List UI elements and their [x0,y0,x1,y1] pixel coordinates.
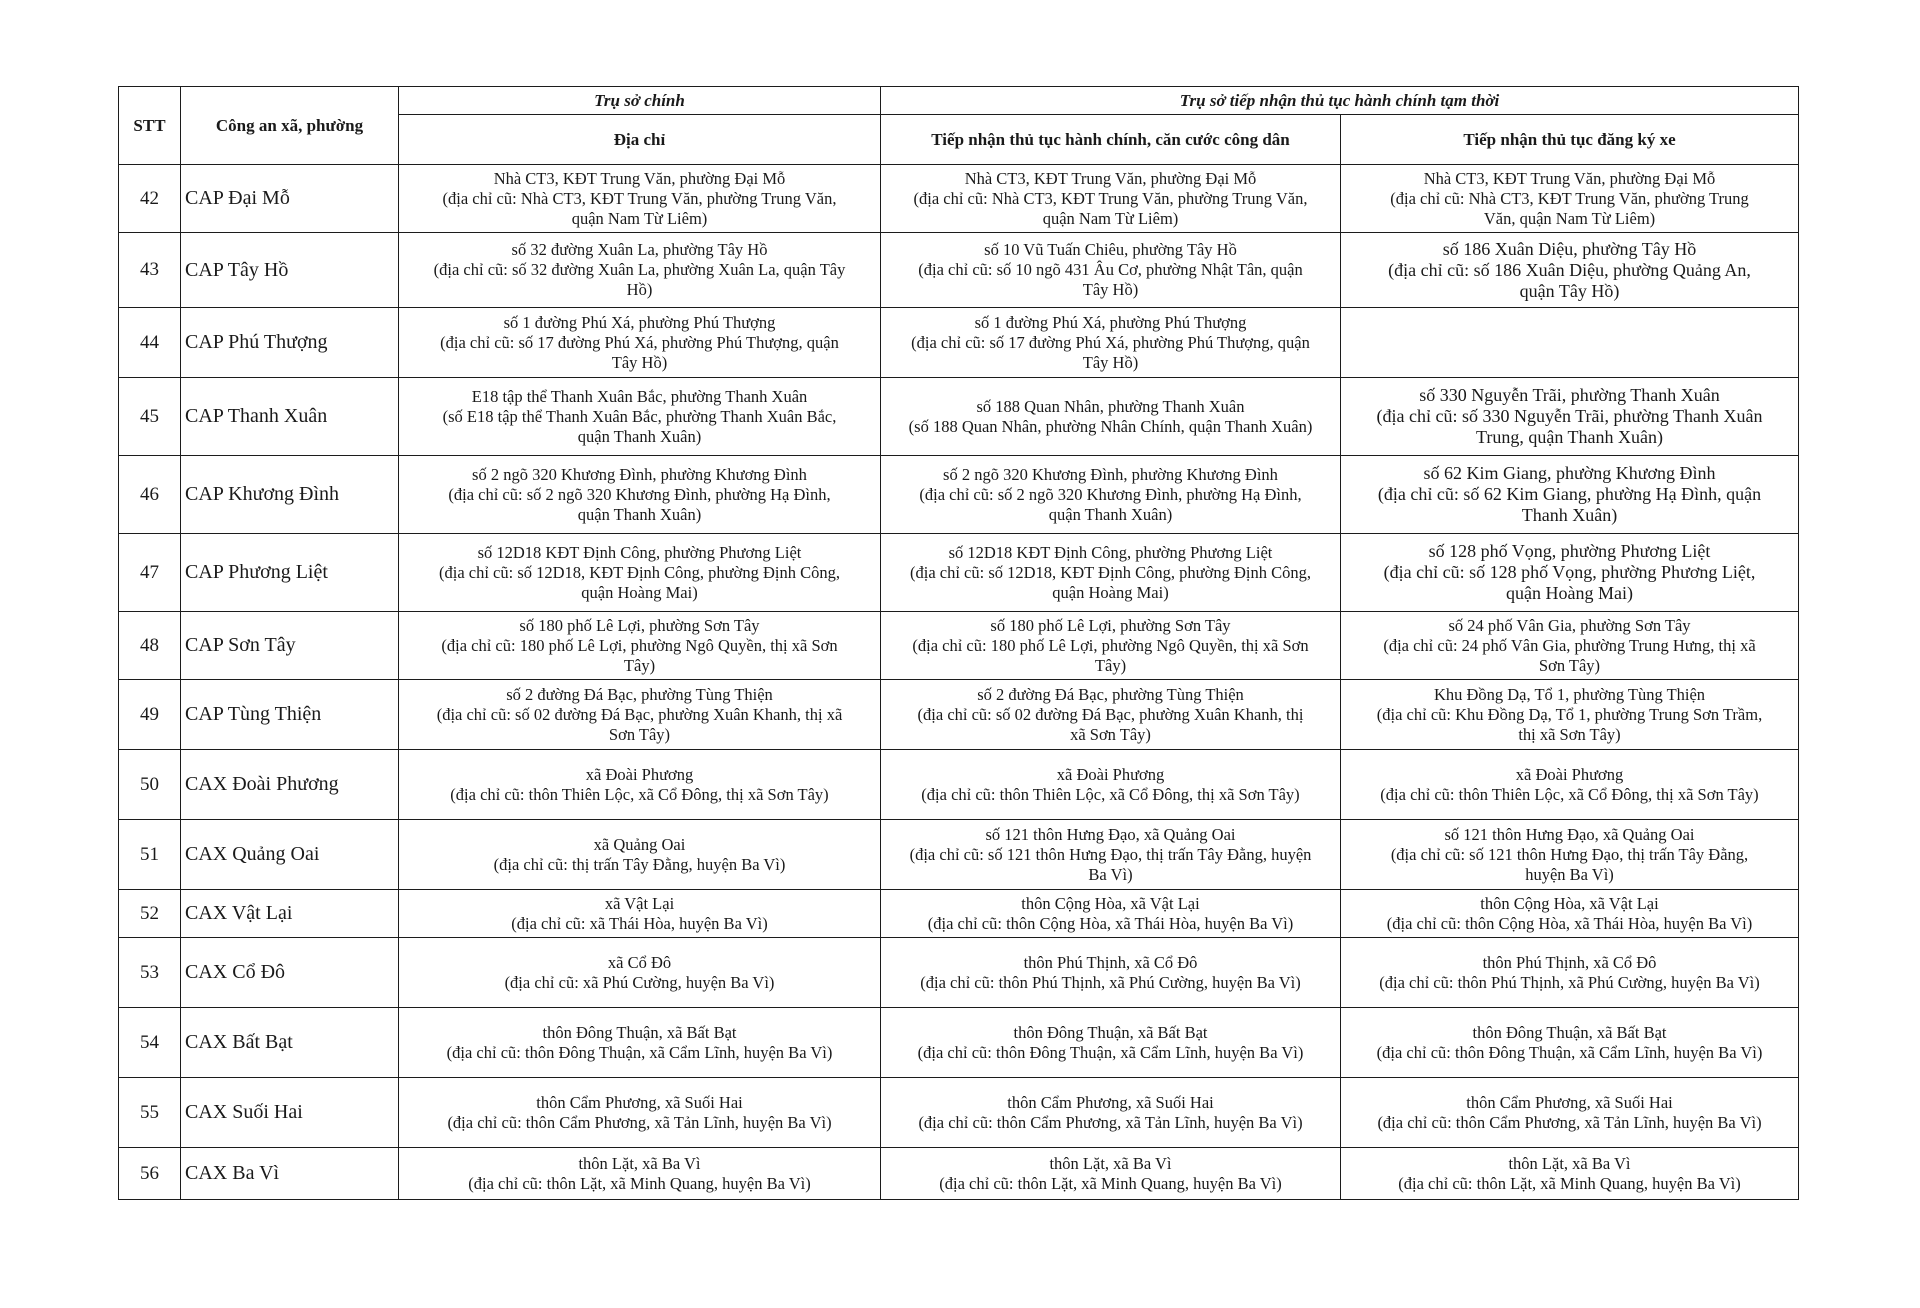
address-line: số 2 ngõ 320 Khương Đình, phường Khương Đình [472,464,807,484]
address-line: E18 tập thể Thanh Xuân Bắc, phường Thanh Xuân [471,386,808,406]
address-line: số 62 Kim Giang, phường Khương Đình [1423,463,1716,483]
address-line: thôn Lặt, xã Ba Vì [578,1153,701,1173]
row-unit-name: CAP Tùng Thiện [181,680,399,750]
row-unit-name: CAX Suối Hai [181,1078,399,1148]
header-unit: Công an xã, phường [181,87,399,165]
address-line: (địa chỉ cũ: số 121 thôn Hưng Đạo, thị trấn Tây Đằng, [1390,844,1749,864]
row-address-cell [399,890,881,938]
address-line: thôn Lặt, xã Ba Vì [1508,1153,1631,1173]
address-line: Nhà CT3, KĐT Trung Văn, phường Đại Mỗ [493,168,786,188]
row-admin-id-cell [881,165,1341,233]
address-line: (địa chỉ cũ: số 186 Xuân Diệu, phường Quảng An, [1388,259,1751,280]
address-line: Tây Hồ) [1082,280,1139,299]
address-line: thôn Cẩm Phương, xã Suối Hai [1466,1092,1673,1112]
address-line: (địa chỉ cũ: thôn Đông Thuận, xã Cẩm Lĩnh, huyện Ba Vì) [446,1042,833,1062]
row-admin-id-cell [881,890,1341,938]
address-line: quận Nam Từ Liêm) [571,208,708,228]
address-line: số 2 đường Đá Bạc, phường Tùng Thiện [506,684,773,704]
row-vehicle-cell [1341,680,1799,750]
row-vehicle-cell [1341,890,1799,938]
address-line: quận Hoàng Mai) [1506,583,1633,603]
address-line: (địa chỉ cũ: thôn Cộng Hòa, xã Thái Hòa, huyện Ba Vì) [1386,913,1753,933]
address-line: (địa chỉ cũ: số 02 đường Đá Bạc, phường Xuân Khanh, thị xã [436,704,843,724]
table-row [119,165,1799,233]
address-line: thôn Phú Thịnh, xã Cổ Đô [1482,952,1657,972]
table-row [119,938,1799,1008]
row-address-cell [399,308,881,378]
table-row [119,456,1799,534]
row-stt: 42 [119,165,181,233]
address-line: Hồ) [626,280,653,299]
table-body [119,165,1799,1200]
address-line: (địa chỉ cũ: Nhà CT3, KĐT Trung Văn, phường Trung Văn, [442,188,837,208]
address-line: (địa chỉ cũ: thôn Phú Thịnh, xã Phú Cường, huyện Ba Vì) [1379,972,1760,992]
address-line: số 121 thôn Hưng Đạo, xã Quảng Oai [985,824,1236,844]
row-vehicle-cell [1341,165,1799,233]
row-stt: 47 [119,534,181,612]
table-header [119,87,1799,165]
address-line: số 1 đường Phú Xá, phường Phú Thượng [503,312,776,332]
address-line: (địa chỉ cũ: số 62 Kim Giang, phường Hạ Đình, quận [1377,484,1762,504]
address-line: quận Thanh Xuân) [577,504,702,524]
address-line: (địa chỉ cũ: số 32 đường Xuân La, phường Xuân La, quận Tây [433,260,846,279]
address-line: Ba Vì) [1088,864,1133,884]
address-line: (địa chỉ cũ: thôn Cẩm Phương, xã Tản Lĩnh, huyện Ba Vì) [918,1112,1303,1132]
address-line: (địa chỉ cũ: thôn Cẩm Phương, xã Tản Lĩnh, huyện Ba Vì) [447,1112,832,1132]
address-line: số 2 đường Đá Bạc, phường Tùng Thiện [977,684,1244,704]
row-stt: 46 [119,456,181,534]
row-stt: 43 [119,233,181,308]
table-row [119,233,1799,308]
address-line: (địa chỉ cũ: 24 phố Vân Gia, phường Trung Hưng, thị xã [1383,635,1756,655]
row-admin-id-cell [881,308,1341,378]
row-vehicle-cell [1341,750,1799,820]
row-stt: 48 [119,612,181,680]
header-row-top [119,87,1799,115]
row-stt: 52 [119,890,181,938]
address-line: (địa chỉ cũ: xã Thái Hòa, huyện Ba Vì) [511,913,768,933]
row-unit-name: CAX Bất Bạt [181,1008,399,1078]
address-line: số 128 phố Vọng, phường Phương Liệt [1428,541,1711,561]
table-row [119,1078,1799,1148]
row-vehicle-cell [1341,820,1799,890]
row-unit-name: CAP Đại Mỗ [181,165,399,233]
address-line: xã Sơn Tây) [1070,724,1151,744]
address-line: thôn Đông Thuận, xã Bất Bạt [1472,1022,1667,1042]
address-line: (địa chỉ cũ: 180 phố Lê Lợi, phường Ngô Quyền, thị xã Sơn [912,635,1309,655]
address-line: (địa chỉ cũ: Nhà CT3, KĐT Trung Văn, phường Trung Văn, [913,188,1308,208]
address-line: số 121 thôn Hưng Đạo, xã Quảng Oai [1444,824,1695,844]
address-line: (số 188 Quan Nhân, phường Nhân Chính, quận Thanh Xuân) [908,416,1313,436]
address-line: Thanh Xuân) [1521,505,1618,525]
table-row [119,750,1799,820]
address-line: thôn Cộng Hòa, xã Vật Lại [1480,893,1659,913]
address-line: (địa chỉ cũ: số 12D18, KĐT Định Công, phường Định Công, [910,562,1311,582]
address-line: số 2 ngõ 320 Khương Đình, phường Khương Đình [943,464,1278,484]
address-line: thôn Phú Thịnh, xã Cổ Đô [1023,952,1198,972]
row-vehicle-cell [1341,233,1799,308]
row-unit-name: CAP Thanh Xuân [181,378,399,456]
address-line: (địa chỉ cũ: thôn Thiên Lộc, xã Cổ Đông, thị xã Sơn Tây) [921,784,1300,804]
address-line: (địa chỉ cũ: số 02 đường Đá Bạc, phường Xuân Khanh, thị [917,704,1304,724]
address-line: (địa chỉ cũ: số 128 phố Vọng, phường Phương Liệt, [1383,562,1756,582]
row-address-cell [399,534,881,612]
row-unit-name: CAX Đoài Phương [181,750,399,820]
row-vehicle-cell [1341,378,1799,456]
address-line: (địa chỉ cũ: thôn Đông Thuận, xã Cẩm Lĩnh, huyện Ba Vì) [917,1042,1304,1062]
address-line: Khu Đồng Dạ, Tổ 1, phường Tùng Thiện [1433,684,1706,704]
row-unit-name: CAP Phú Thượng [181,308,399,378]
address-line: số 32 đường Xuân La, phường Tây Hồ [511,240,768,259]
row-admin-id-cell [881,534,1341,612]
row-admin-id-cell [881,680,1341,750]
address-line: quận Hoàng Mai) [581,582,698,602]
address-line: (địa chỉ cũ: Nhà CT3, KĐT Trung Văn, phường Trung [1390,188,1749,208]
row-stt: 44 [119,308,181,378]
row-admin-id-cell [881,750,1341,820]
row-vehicle-cell [1341,534,1799,612]
address-line: (địa chỉ cũ: thôn Cẩm Phương, xã Tản Lĩnh, huyện Ba Vì) [1377,1112,1762,1132]
address-line: thị xã Sơn Tây) [1518,724,1621,744]
address-line: (địa chỉ cũ: thôn Lặt, xã Minh Quang, huyện Ba Vì) [939,1173,1282,1193]
row-address-cell [399,680,881,750]
address-line: (địa chỉ cũ: số 330 Nguyễn Trãi, phường Thanh Xuân [1376,406,1763,426]
address-line: (số E18 tập thể Thanh Xuân Bắc, phường Thanh Xuân Bắc, [442,406,837,426]
address-line: (địa chỉ cũ: số 2 ngõ 320 Khương Đình, phường Hạ Đình, [919,484,1302,504]
address-line: số 180 phố Lê Lợi, phường Sơn Tây [519,615,760,635]
row-address-cell [399,938,881,1008]
table-row [119,1008,1799,1078]
address-line: số 1 đường Phú Xá, phường Phú Thượng [974,312,1247,332]
table-row [119,308,1799,378]
address-line: (địa chỉ cũ: số 2 ngõ 320 Khương Đình, phường Hạ Đình, [448,484,831,504]
address-line: Sơn Tây) [1538,655,1601,675]
address-line: (địa chỉ cũ: xã Phú Cường, huyện Ba Vì) [504,972,775,992]
row-address-cell [399,378,881,456]
address-line: quận Hoàng Mai) [1052,582,1169,602]
row-vehicle-cell [1341,1148,1799,1200]
row-admin-id-cell [881,1148,1341,1200]
address-line: Nhà CT3, KĐT Trung Văn, phường Đại Mỗ [964,168,1257,188]
address-line: (địa chỉ cũ: số 10 ngõ 431 Âu Cơ, phường Nhật Tân, quận [918,260,1303,279]
address-line: (địa chỉ cũ: thôn Thiên Lộc, xã Cổ Đông, thị xã Sơn Tây) [1380,784,1759,804]
row-address-cell [399,1008,881,1078]
table-row [119,680,1799,750]
address-line: Tây) [623,655,656,675]
address-line: số 188 Quan Nhân, phường Thanh Xuân [976,396,1245,416]
address-line: (địa chỉ cũ: 180 phố Lê Lợi, phường Ngô Quyền, thị xã Sơn [441,635,838,655]
header-temp-office: Trụ sở tiếp nhận thủ tục hành chính tạm thời [881,87,1799,115]
row-address-cell [399,820,881,890]
row-address-cell [399,233,881,308]
address-line: xã Vật Lại [604,893,675,913]
address-line: số 330 Nguyễn Trãi, phường Thanh Xuân [1419,385,1720,405]
row-admin-id-cell [881,233,1341,308]
address-line: (địa chỉ cũ: số 17 đường Phú Xá, phường Phú Thượng, quận [440,332,839,352]
row-admin-id-cell [881,612,1341,680]
table-row [119,612,1799,680]
row-stt: 45 [119,378,181,456]
row-address-cell [399,165,881,233]
address-line: số 10 Vũ Tuấn Chiêu, phường Tây Hồ [984,240,1237,259]
header-admin-id: Tiếp nhận thủ tục hành chính, căn cước công dân [881,115,1341,165]
row-stt: 54 [119,1008,181,1078]
address-line: (địa chỉ cũ: thôn Thiên Lộc, xã Cổ Đông, thị xã Sơn Tây) [450,784,829,804]
header-main-office: Trụ sở chính [399,87,881,115]
table-row [119,1148,1799,1200]
row-vehicle-cell [1341,308,1799,378]
address-line: xã Đoài Phương [1056,764,1165,784]
address-line: thôn Cẩm Phương, xã Suối Hai [1007,1092,1214,1112]
address-line: thôn Đông Thuận, xã Bất Bạt [542,1022,737,1042]
row-stt: 55 [119,1078,181,1148]
header-stt: STT [119,87,181,165]
row-admin-id-cell [881,938,1341,1008]
address-line: xã Đoài Phương [1515,764,1624,784]
address-line: thôn Cẩm Phương, xã Suối Hai [536,1092,743,1112]
address-line: xã Cổ Đô [607,952,672,972]
address-line: quận Nam Từ Liêm) [1042,208,1179,228]
row-admin-id-cell [881,1008,1341,1078]
address-line: quận Tây Hồ) [1519,280,1620,301]
row-vehicle-cell [1341,938,1799,1008]
row-unit-name: CAP Tây Hồ [181,233,399,308]
address-line: Văn, quận Nam Từ Liêm) [1483,208,1656,228]
address-line: số 186 Xuân Diệu, phường Tây Hồ [1442,238,1697,259]
row-stt: 49 [119,680,181,750]
address-line: thôn Đông Thuận, xã Bất Bạt [1013,1022,1208,1042]
row-stt: 51 [119,820,181,890]
row-stt: 53 [119,938,181,1008]
row-admin-id-cell [881,820,1341,890]
row-unit-name: CAP Sơn Tây [181,612,399,680]
address-line: Sơn Tây) [608,724,671,744]
row-unit-name: CAP Phương Liệt [181,534,399,612]
address-line: số 180 phố Lê Lợi, phường Sơn Tây [990,615,1231,635]
row-address-cell [399,456,881,534]
row-vehicle-cell [1341,1078,1799,1148]
row-admin-id-cell [881,456,1341,534]
address-line: (địa chỉ cũ: thôn Cộng Hòa, xã Thái Hòa, huyện Ba Vì) [927,913,1294,933]
row-vehicle-cell [1341,612,1799,680]
address-line: (địa chỉ cũ: số 17 đường Phú Xá, phường Phú Thượng, quận [911,332,1310,352]
address-line: Tây Hồ) [611,352,668,372]
row-unit-name: CAX Vật Lại [181,890,399,938]
address-line: Trung, quận Thanh Xuân) [1476,427,1663,447]
header-vehicle: Tiếp nhận thủ tục đăng ký xe [1341,115,1799,165]
address-line: Nhà CT3, KĐT Trung Văn, phường Đại Mỗ [1423,168,1716,188]
row-stt: 56 [119,1148,181,1200]
row-admin-id-cell [881,378,1341,456]
address-line: (địa chỉ cũ: thôn Đông Thuận, xã Cẩm Lĩnh, huyện Ba Vì) [1376,1042,1763,1062]
address-line: (địa chỉ cũ: thị trấn Tây Đằng, huyện Ba Vì) [493,854,786,874]
address-line: quận Thanh Xuân) [1048,504,1173,524]
address-line: xã Quảng Oai [593,834,686,854]
row-vehicle-cell [1341,456,1799,534]
table-row [119,890,1799,938]
address-line: xã Đoài Phương [585,764,694,784]
table-row [119,378,1799,456]
address-line: (địa chỉ cũ: số 12D18, KĐT Định Công, phường Định Công, [439,562,840,582]
address-line: số 24 phố Vân Gia, phường Sơn Tây [1448,615,1691,635]
address-line: (địa chỉ cũ: thôn Lặt, xã Minh Quang, huyện Ba Vì) [468,1173,811,1193]
header-address: Địa chỉ [399,115,881,165]
row-unit-name: CAX Quảng Oai [181,820,399,890]
row-unit-name: CAX Ba Vì [181,1148,399,1200]
row-admin-id-cell [881,1078,1341,1148]
row-vehicle-cell [1341,1008,1799,1078]
address-line: huyện Ba Vì) [1525,864,1614,884]
police-stations-table [118,86,1799,1200]
row-address-cell [399,750,881,820]
table-row [119,820,1799,890]
row-address-cell [399,1148,881,1200]
table-row [119,534,1799,612]
address-line: số 12D18 KĐT Định Công, phường Phương Liệt [948,542,1273,562]
address-line: quận Thanh Xuân) [577,426,702,446]
address-line: thôn Lặt, xã Ba Vì [1049,1153,1172,1173]
address-line: số 12D18 KĐT Định Công, phường Phương Liệt [477,542,802,562]
address-line: Tây) [1094,655,1127,675]
row-address-cell [399,1078,881,1148]
row-unit-name: CAX Cổ Đô [181,938,399,1008]
address-line: (địa chỉ cũ: thôn Phú Thịnh, xã Phú Cường, huyện Ba Vì) [920,972,1301,992]
address-line: (địa chỉ cũ: thôn Lặt, xã Minh Quang, huyện Ba Vì) [1398,1173,1741,1193]
address-line: (địa chỉ cũ: số 121 thôn Hưng Đạo, thị trấn Tây Đằng, huyện [909,844,1312,864]
row-unit-name: CAP Khương Đình [181,456,399,534]
address-line: Tây Hồ) [1082,352,1139,372]
address-line: (địa chỉ cũ: Khu Đồng Dạ, Tổ 1, phường Trung Sơn Trầm, [1376,704,1763,724]
row-stt: 50 [119,750,181,820]
row-address-cell [399,612,881,680]
address-line: thôn Cộng Hòa, xã Vật Lại [1021,893,1200,913]
